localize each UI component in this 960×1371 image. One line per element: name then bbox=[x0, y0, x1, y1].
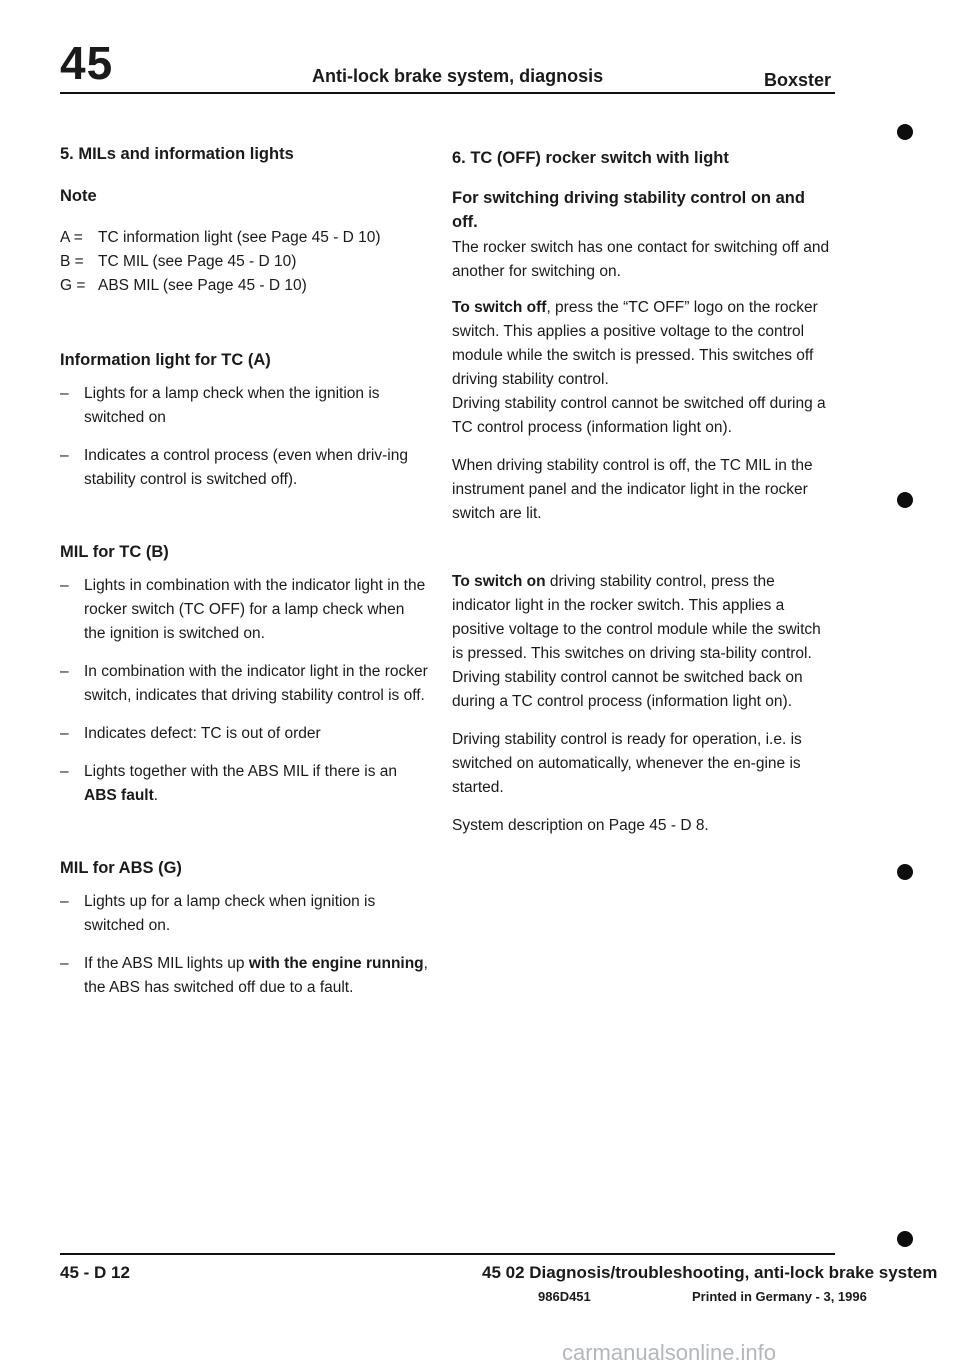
dash-bullet: – bbox=[60, 663, 69, 680]
dash-bullet: – bbox=[60, 763, 69, 780]
mil-tc-title: MIL for TC (B) bbox=[60, 543, 169, 561]
dash-bullet: – bbox=[60, 893, 69, 910]
dash-bullet: – bbox=[60, 577, 69, 594]
dash-bullet: – bbox=[60, 955, 69, 972]
list-item bbox=[60, 574, 430, 646]
definition-key: A = bbox=[60, 229, 83, 246]
definition-g bbox=[60, 274, 430, 298]
list-item bbox=[60, 890, 430, 938]
definition-key: B = bbox=[60, 253, 84, 270]
dash-bullet: – bbox=[60, 725, 69, 742]
watermark: carmanualsonline.info bbox=[562, 1340, 777, 1365]
punch-hole bbox=[897, 492, 913, 508]
list-item-text: Lights together with the ABS MIL if there is an ABS fault. bbox=[84, 763, 398, 804]
list-item bbox=[60, 722, 430, 746]
footer-section: 45 02 Diagnosis/troubleshooting, anti-lock brake system bbox=[482, 1263, 938, 1282]
page-number: 45 - D 12 bbox=[60, 1263, 130, 1282]
section-6-subtitle: For switching driving stability control on and off. bbox=[452, 189, 805, 231]
paragraph: When driving stability control is off, the TC MIL in the instrument panel and the indicator light in the rocker switch are lit. bbox=[452, 457, 813, 522]
footer-rule bbox=[60, 1253, 835, 1255]
document-code: 986D451 bbox=[538, 1289, 591, 1304]
list-item bbox=[60, 444, 430, 492]
definition-value: ABS MIL (see Page 45 - D 10) bbox=[98, 277, 307, 294]
punch-hole bbox=[897, 864, 913, 880]
section-6-title: 6. TC (OFF) rocker switch with light bbox=[452, 149, 729, 167]
list-item-text: Indicates defect: TC is out of order bbox=[84, 725, 321, 742]
paragraph: To switch on driving stability control, press the indicator light in the rocker switch. This applies a positive voltage to the control module while the switch is pressed. This switches on driving sta-bility control. bbox=[452, 573, 821, 662]
paragraph: System description on Page 45 - D 8. bbox=[452, 817, 709, 834]
definition-a bbox=[60, 226, 430, 250]
header-title: Anti-lock brake system, diagnosis bbox=[312, 66, 604, 86]
definition-value: TC MIL (see Page 45 - D 10) bbox=[98, 253, 297, 270]
mil-abs-title: MIL for ABS (G) bbox=[60, 859, 182, 877]
info-tc-title: Information light for TC (A) bbox=[60, 351, 271, 369]
definition-value: TC information light (see Page 45 - D 10) bbox=[98, 229, 381, 246]
chapter-number: 45 bbox=[60, 37, 114, 89]
paragraph: Driving stability control is ready for operation, i.e. is switched on automatically, whenever the en-gine is started. bbox=[452, 731, 802, 796]
list-item bbox=[60, 760, 430, 808]
print-info: Printed in Germany - 3, 1996 bbox=[692, 1289, 867, 1304]
header-model: Boxster bbox=[764, 70, 832, 90]
paragraph: Driving stability control cannot be switched off during a TC control process (information light on). bbox=[452, 395, 826, 436]
definition-key: G = bbox=[60, 277, 86, 294]
section-5-title: 5. MILs and information lights bbox=[60, 145, 294, 163]
definition-b bbox=[60, 250, 430, 274]
paragraph: Driving stability control cannot be switched back on during a TC control process (information light on). bbox=[452, 669, 803, 710]
list-item bbox=[60, 660, 430, 708]
list-item-text: Indicates a control process (even when driv-ing stability control is switched off). bbox=[84, 447, 408, 488]
left-column bbox=[60, 140, 430, 1000]
punch-hole bbox=[897, 124, 913, 140]
dash-bullet: – bbox=[60, 385, 69, 402]
definition-list bbox=[60, 226, 430, 298]
list-item bbox=[60, 952, 430, 1000]
dash-bullet: – bbox=[60, 447, 69, 464]
list-item-text: Lights in combination with the indicator light in the rocker switch (TC OFF) for a lamp check when the ignition is switched on. bbox=[84, 577, 426, 642]
list-item-text: If the ABS MIL lights up with the engine running, the ABS has switched off due to a fault. bbox=[84, 955, 428, 996]
list-item bbox=[60, 382, 430, 430]
list-item-text: In combination with the indicator light in the rocker switch, indicates that driving stability control is off. bbox=[84, 663, 428, 704]
header-rule bbox=[60, 92, 835, 94]
paragraph: To switch off, press the “TC OFF” logo on the rocker switch. This applies a positive voltage to the control module while the switch is pressed. This switches off driving stability control. bbox=[452, 299, 818, 388]
note-label: Note bbox=[60, 187, 97, 205]
punch-hole bbox=[897, 1231, 913, 1247]
list-item-text: Lights up for a lamp check when ignition is switched on. bbox=[84, 893, 376, 934]
right-column bbox=[452, 140, 832, 838]
paragraph: The rocker switch has one contact for switching off and another for switching on. bbox=[452, 239, 830, 280]
list-item-text: Lights for a lamp check when the ignition is switched on bbox=[84, 385, 380, 426]
